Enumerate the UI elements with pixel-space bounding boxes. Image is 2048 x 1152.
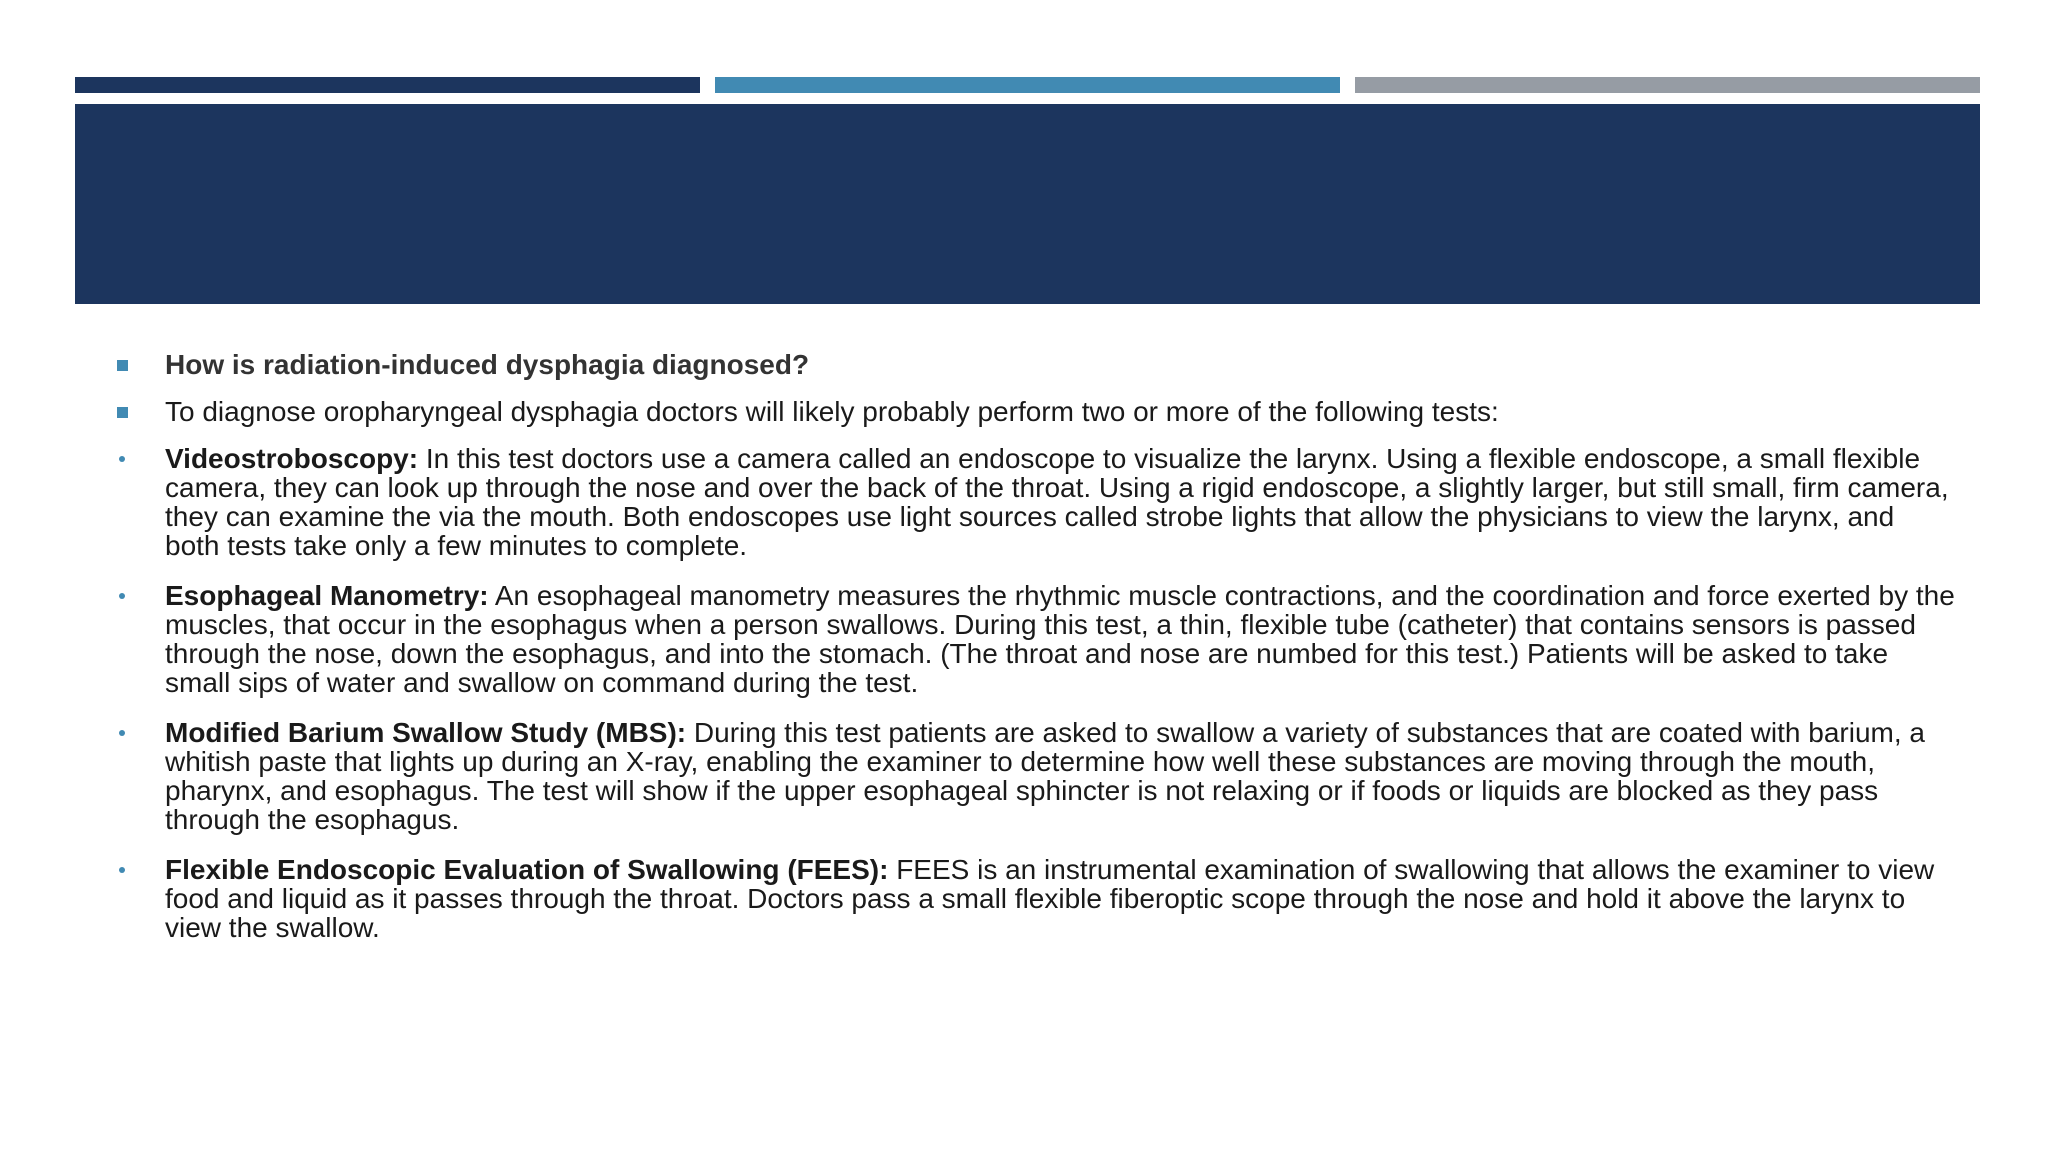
test-item-fees — [75, 855, 1955, 942]
test-term: Flexible Endoscopic Evaluation of Swallowing (FEES): — [165, 854, 889, 885]
test-term: Modified Barium Swallow Study (MBS): — [165, 717, 687, 748]
intro-text: To diagnose oropharyngeal dysphagia doctors will likely probably perform two or more of the following tests: — [165, 396, 1499, 427]
bullet-question — [75, 350, 1955, 379]
test-description: During this test patients are asked to swallow a variety of substances that are coated with barium, a whitish paste that lights up during an X-ray, enabling the examiner to determine how well these substances are moving through the mouth, pharynx, and esophagus. The test will show if the upper esophageal sphincter is not relaxing or if foods or liquids are blocked as they pass through the esophagus. — [165, 717, 1925, 835]
question-text: How is radiation-induced dysphagia diagnosed? — [165, 349, 810, 380]
dot-bullet-icon — [115, 581, 135, 610]
dot-bullet-icon — [115, 444, 135, 473]
bullet-intro — [75, 397, 1955, 426]
test-description: An esophageal manometry measures the rhythmic muscle contractions, and the coordination and force exerted by the muscles, that occur in the esophagus when a person swallows. During this test, a thin, flexible tube (catheter) that contains sensors is passed through the nose, down the esophagus, and into the stomach. (The throat and nose are numbed for this test.) Patients will be asked to take small sips of water and swallow on command during the test. — [165, 580, 1955, 698]
title-band — [75, 104, 1980, 304]
test-item-videostroboscopy — [75, 444, 1955, 560]
dot-bullet-icon — [115, 718, 135, 747]
accent-bar-blue — [715, 77, 1340, 93]
test-item-esophageal-manometry — [75, 581, 1955, 697]
accent-bar-navy — [75, 77, 700, 93]
dot-bullet-icon — [115, 855, 135, 884]
square-bullet-icon — [115, 397, 135, 426]
test-term: Esophageal Manometry: — [165, 580, 489, 611]
test-description: FEES is an instrumental examination of swallowing that allows the examiner to view food and liquid as it passes through the throat. Doctors pass a small flexible fiberoptic scope through the nose and hold it above the larynx to view the swallow. — [165, 854, 1935, 943]
test-item-modified-barium-swallow — [75, 718, 1955, 834]
slide-content — [75, 350, 1955, 963]
test-term: Videostroboscopy: — [165, 443, 419, 474]
test-description: In this test doctors use a camera called an endoscope to visualize the larynx. Using a flexible endoscope, a small flexible camera, they can look up through the nose and over the back of the throat. Using a rigid endoscope, a slightly larger, but still small, firm camera, they can examine the via the mouth. Both endoscopes use light sources called strobe lights that allow the physicians to view the larynx, and both tests take only a few minutes to complete. — [165, 443, 1949, 561]
accent-bar-gray — [1355, 77, 1980, 93]
square-bullet-icon — [115, 350, 135, 379]
